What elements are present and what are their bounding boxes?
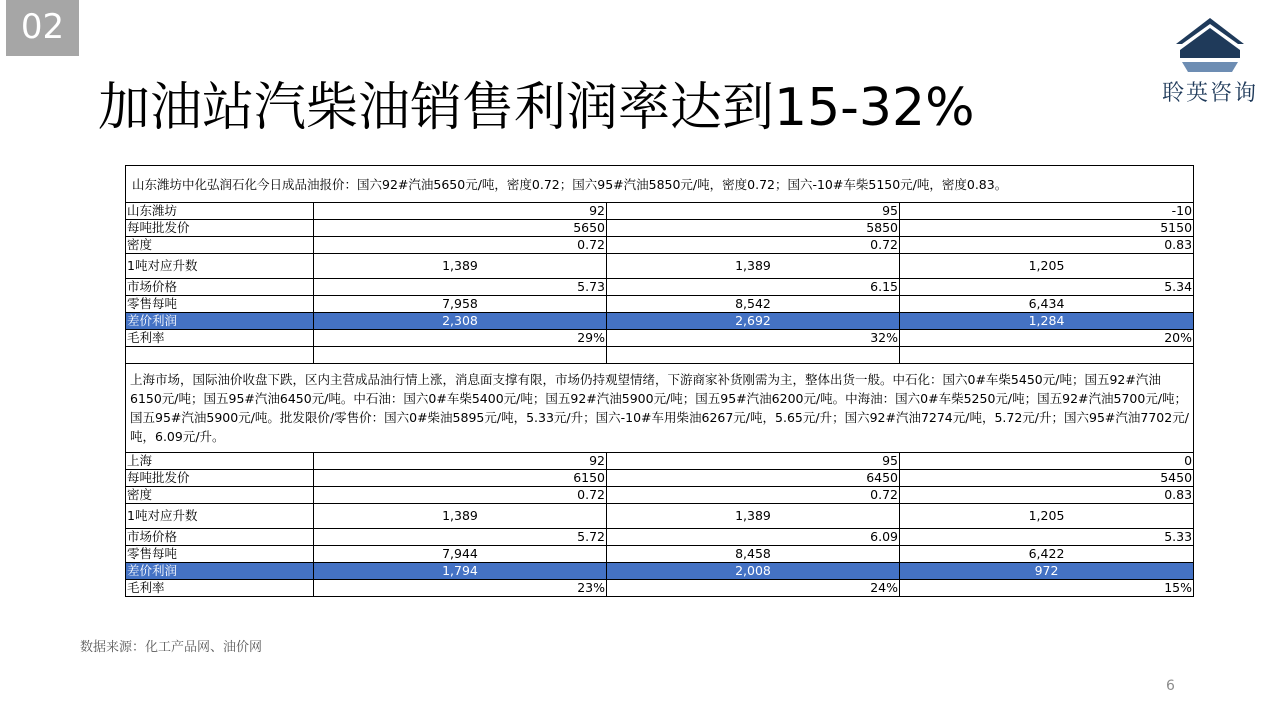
cell-value: 29% [314, 330, 607, 347]
shanghai-market-note: 上海市场，国际油价收盘下跌，区内主营成品油行情上涨，消息面支撑有限，市场仍持观望情绪，下游商家补货刚需为主，整体出货一般。中石化：国六0#车柴5450元/吨；国五92#汽油6150元/吨；国五95#汽油6450元/吨。中石油：国六0#车柴5400元/吨；国五92#汽油5900元/吨；国五95#汽油6200元/吨。中海油：国六0#车柴5250元/吨；国五92#汽油5700元/吨；国五95#汽油5900元/吨。批发限价/零售价：国六0#柴油5895元/吨，5.33元/升；国六-10#车用柴油6267元/吨，5.65元/升；国六92#汽油7274元/吨，5.72元/升；国六95#汽油7702元/吨，6.09元/升。 [126, 364, 1194, 453]
cell-value: 1,284 [900, 313, 1194, 330]
cell-value: 5.73 [314, 279, 607, 296]
table-row [126, 203, 1194, 220]
table-row [126, 237, 1194, 254]
cell-value: 1,205 [900, 504, 1194, 529]
cell-value: 5450 [900, 470, 1194, 487]
row-label: 差价利润 [126, 563, 314, 580]
row-label: 毛利率 [126, 580, 314, 597]
cell-value: 95 [607, 203, 900, 220]
data-source-note: 数据来源：化工产品网、油价网 [80, 640, 263, 655]
cell-value: 972 [900, 563, 1194, 580]
cell-value: 0 [900, 453, 1194, 470]
cell-value: 7,958 [314, 296, 607, 313]
empty-cell [900, 347, 1194, 364]
logo-text: 聆英咨询 [1161, 81, 1258, 106]
cell-value: 0.83 [900, 237, 1194, 254]
row-label: 每吨批发价 [126, 220, 314, 237]
row-label: 山东潍坊 [126, 203, 314, 220]
cell-value: 7,944 [314, 546, 607, 563]
cell-value: 92 [314, 203, 607, 220]
cell-value: 0.72 [607, 487, 900, 504]
cell-value: 1,389 [607, 504, 900, 529]
cell-value: 1,389 [607, 254, 900, 279]
row-label: 密度 [126, 237, 314, 254]
cell-value: 5850 [607, 220, 900, 237]
cell-value: 6.15 [607, 279, 900, 296]
page-number: 6 [1166, 678, 1175, 694]
cell-value: 5.72 [314, 529, 607, 546]
cell-value: 8,458 [607, 546, 900, 563]
table-row-highlighted [126, 563, 1194, 580]
cell-value: 1,389 [314, 504, 607, 529]
cell-value: 23% [314, 580, 607, 597]
cell-value: 20% [900, 330, 1194, 347]
cell-value: 1,205 [900, 254, 1194, 279]
table-row [126, 330, 1194, 347]
cell-value: 1,794 [314, 563, 607, 580]
cell-value: 6150 [314, 470, 607, 487]
cell-value: 24% [607, 580, 900, 597]
cell-value: 32% [607, 330, 900, 347]
row-label: 毛利率 [126, 330, 314, 347]
row-label: 市场价格 [126, 529, 314, 546]
empty-cell [314, 347, 607, 364]
page-title: 加油站汽柴油销售利润率达到15-32% [98, 78, 975, 138]
cell-value: 6450 [607, 470, 900, 487]
table-row-highlighted [126, 313, 1194, 330]
table-row [126, 453, 1194, 470]
cell-value: 5.33 [900, 529, 1194, 546]
cell-value: 95 [607, 453, 900, 470]
cell-value: 0.72 [314, 237, 607, 254]
table-row [126, 487, 1194, 504]
cell-value: 8,542 [607, 296, 900, 313]
cell-value: 5150 [900, 220, 1194, 237]
table-row [126, 529, 1194, 546]
cell-value: 0.72 [607, 237, 900, 254]
row-label: 每吨批发价 [126, 470, 314, 487]
table-row [126, 254, 1194, 279]
row-label: 零售每吨 [126, 546, 314, 563]
row-label: 差价利润 [126, 313, 314, 330]
table-row [126, 546, 1194, 563]
cell-value: 2,692 [607, 313, 900, 330]
table-row [126, 470, 1194, 487]
company-logo [1150, 14, 1270, 114]
cell-value: 92 [314, 453, 607, 470]
roof-logo-icon [1176, 16, 1244, 74]
cell-value: 5650 [314, 220, 607, 237]
row-label: 密度 [126, 487, 314, 504]
row-label: 1吨对应升数 [126, 254, 314, 279]
cell-value: 1,389 [314, 254, 607, 279]
price-table-container [125, 165, 1193, 597]
table-row [126, 279, 1194, 296]
empty-cell [126, 347, 314, 364]
table-row [126, 504, 1194, 529]
shandong-price-note: 山东潍坊中化弘润石化今日成品油报价：国六92#汽油5650元/吨，密度0.72；国六95#汽油5850元/吨，密度0.72；国六-10#车柴5150元/吨，密度0.83。 [126, 166, 1194, 203]
cell-value: 6,422 [900, 546, 1194, 563]
table-row [126, 580, 1194, 597]
row-label: 1吨对应升数 [126, 504, 314, 529]
cell-value: -10 [900, 203, 1194, 220]
section-number-badge: 02 [6, 0, 79, 56]
table-row [126, 296, 1194, 313]
empty-cell [607, 347, 900, 364]
cell-value: 6.09 [607, 529, 900, 546]
cell-value: 5.34 [900, 279, 1194, 296]
cell-value: 0.72 [314, 487, 607, 504]
table-row-empty [126, 347, 1194, 364]
row-label: 市场价格 [126, 279, 314, 296]
cell-value: 0.83 [900, 487, 1194, 504]
row-label: 上海 [126, 453, 314, 470]
cell-value: 2,008 [607, 563, 900, 580]
table-row [126, 220, 1194, 237]
cell-value: 6,434 [900, 296, 1194, 313]
cell-value: 2,308 [314, 313, 607, 330]
cell-value: 15% [900, 580, 1194, 597]
row-label: 零售每吨 [126, 296, 314, 313]
fuel-profit-table [125, 165, 1194, 597]
